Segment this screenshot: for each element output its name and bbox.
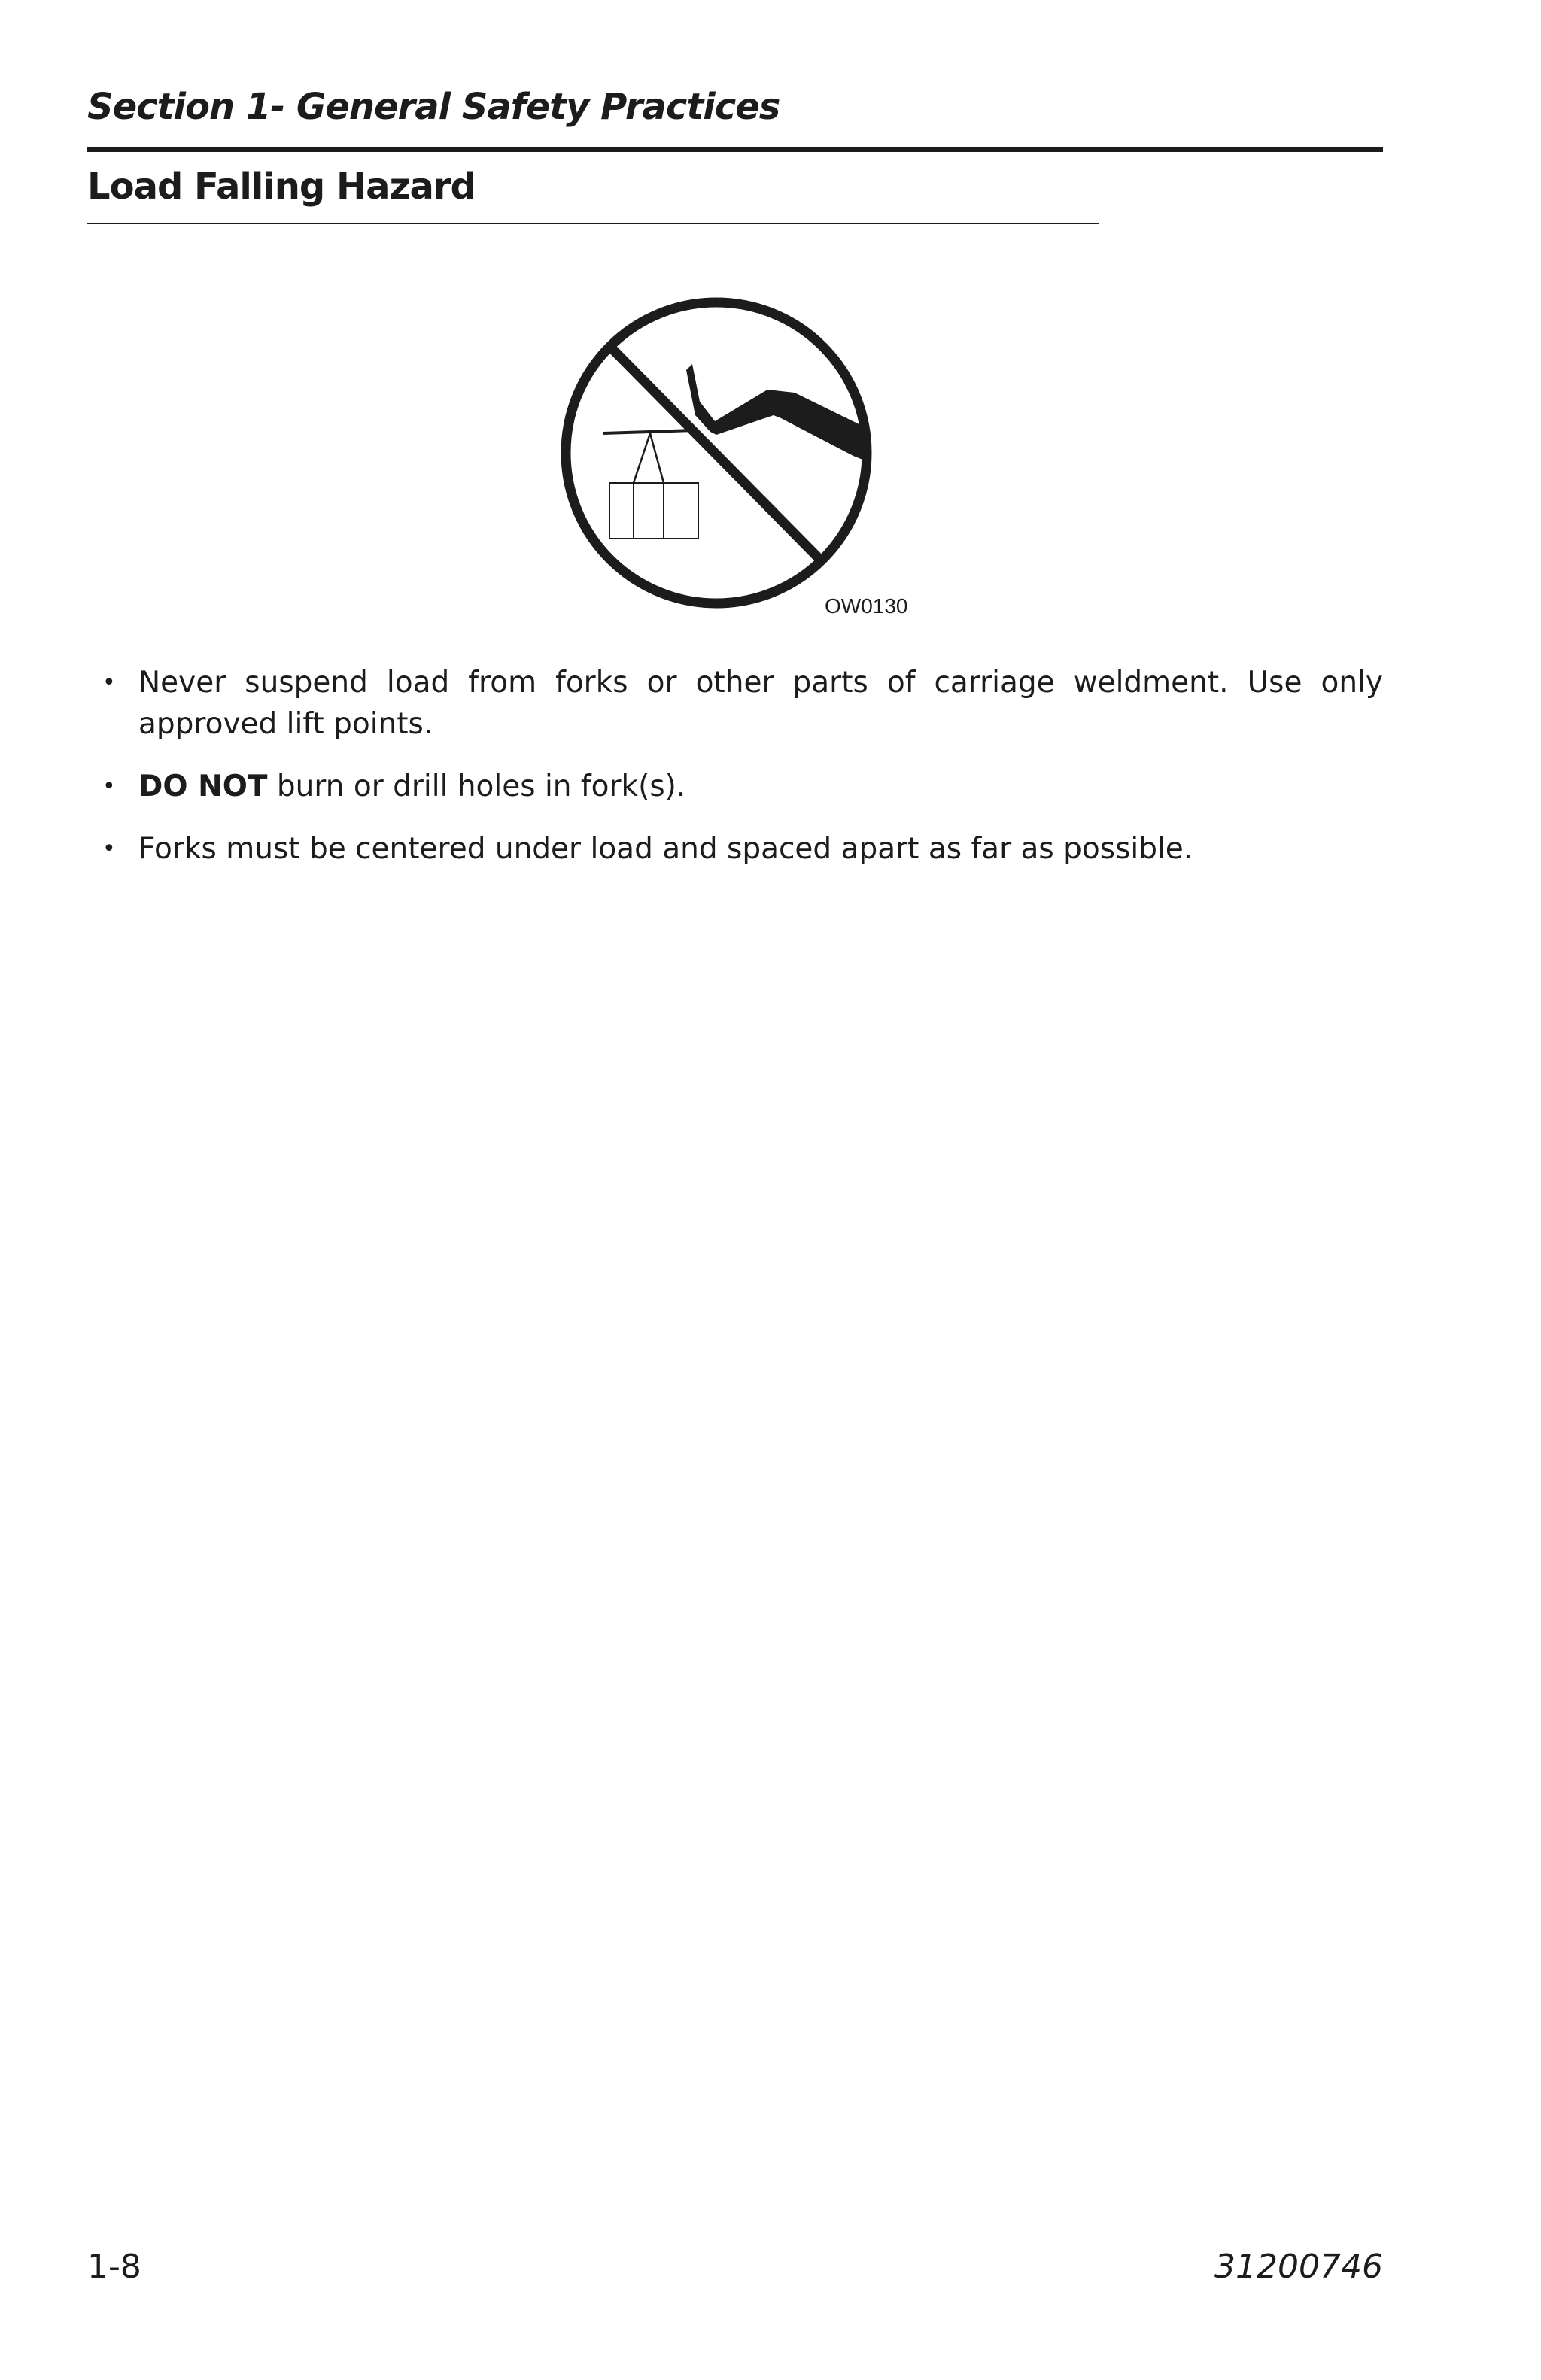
page-number: 1-8 <box>87 2248 141 2286</box>
hazard-divider <box>87 223 1099 224</box>
list-item <box>87 828 1383 870</box>
bullet-text: Forks must be centered under load and spaced apart as far as possible. <box>138 832 1193 866</box>
hazard-title: Load Falling Hazard <box>87 165 476 208</box>
figure-id-label: OW0130 <box>825 594 908 618</box>
bullet-text: burn or drill holes in fork(s). <box>267 770 686 803</box>
safety-bullet-list <box>87 662 1383 891</box>
section-divider <box>87 147 1383 152</box>
bullet-icon: • <box>102 669 116 696</box>
list-item <box>87 662 1383 745</box>
document-number: 31200746 <box>1214 2248 1383 2286</box>
no-suspending-load-from-forks-icon <box>557 295 918 633</box>
bullet-icon: • <box>102 773 116 800</box>
bullet-icon: • <box>102 836 116 862</box>
bullet-text: Never suspend load from forks or other parts of carriage weldment. Use only approved lift points. <box>138 666 1383 741</box>
list-item <box>87 766 1383 807</box>
section-title: Section 1- General Safety Practices <box>87 86 780 128</box>
bullet-emphasis: DO NOT <box>138 770 268 803</box>
hazard-figure <box>557 295 918 633</box>
